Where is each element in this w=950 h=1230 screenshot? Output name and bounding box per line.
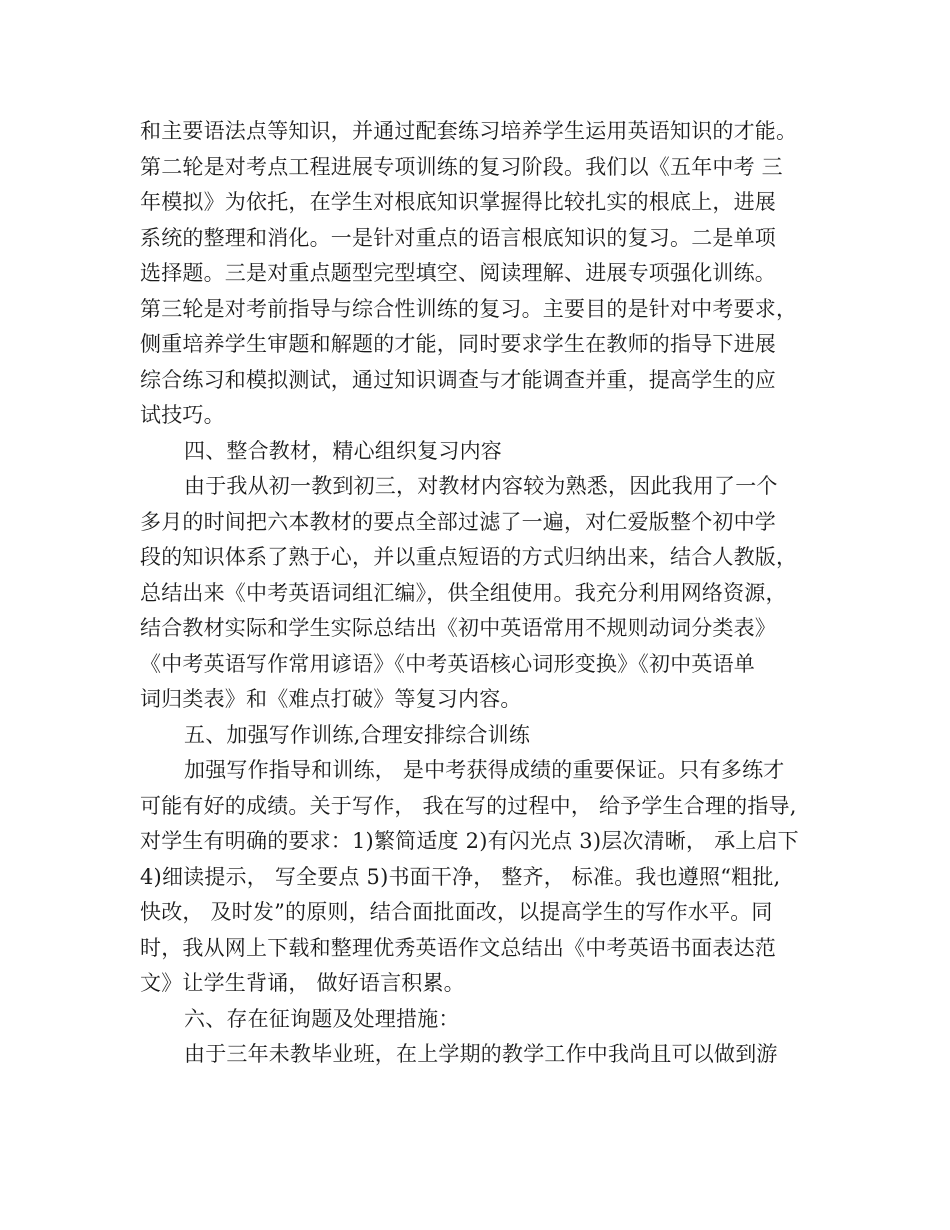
text-line: 四、整合教材，精心组织复习内容 — [184, 438, 502, 463]
text-line: 侧重培养学生审题和解题的才能，同时要求学生在教师的指导下进展 — [140, 332, 776, 356]
text-line: 快改， 及时发”的原则，结合面批面改，以提高学生的写作水平。同 — [140, 900, 773, 924]
text-line: 多月的时间把六本教材的要点全部过滤了一遍，对仁爱版整个初中学 — [140, 509, 776, 534]
text-line: 总结出来《中考英语词组汇编》，供全组使用。我充分利用网络资源， — [140, 580, 787, 605]
text-line: 加强写作指导和训练， 是中考获得成绩的重要保证。只有多练才 — [184, 758, 785, 782]
text-line: 五、加强写作训练,合理安排综合训练 — [184, 722, 531, 747]
text-line: 系统的整理和消化。一是针对重点的语言根底知识的复习。二是单项 — [140, 225, 776, 250]
text-line: 和主要语法点等知识，并通过配套练习培养学生运用英语知识的才能。 — [140, 119, 798, 143]
text-line: 文》让学生背诵， 做好语言积累。 — [140, 971, 465, 995]
text-line: 结合教材实际和学生实际总结出《初中英语常用不规则动词分类表》 — [140, 616, 776, 640]
text-line: 词归类表》和《难点打破》等复习内容。 — [140, 687, 522, 711]
text-line: 年模拟》为依托，在学生对根底知识掌握得比较扎实的根底上，进展 — [140, 190, 776, 214]
text-line: 六、存在征询题及处理措施： — [184, 1006, 460, 1031]
document-body — [140, 114, 830, 1073]
text-line: 时，我从网上下载和整理优秀英语作文总结出《中考英语书面表达范 — [140, 935, 776, 960]
text-line: 由于三年未教毕业班，在上学期的教学工作中我尚且可以做到游 — [184, 1042, 778, 1066]
text-line: 《中考英语写作常用谚语》《中考英语核心词形变换》《初中英语单 — [140, 651, 755, 676]
text-line: 选择题。三是对重点题型完型填空、阅读理解、进展专项强化训练。 — [140, 261, 776, 285]
text-line: 由于我从初一教到初三，对教材内容较为熟悉，因此我用了一个 — [184, 474, 778, 498]
text-line: 可能有好的成绩。关于写作， 我在写的过程中， 给予学生合理的指导, — [140, 793, 797, 818]
text-line: 试技巧。 — [140, 403, 225, 427]
text-line: 4)细读提示， 写全要点 5)书面干净， 整齐， 标准。我也遵照“粗批, — [140, 864, 781, 889]
text-line: 综合练习和模拟测试，通过知识调查与才能调查并重，提高学生的应 — [140, 367, 776, 392]
text-line: 段的知识体系了熟于心，并以重点短语的方式归纳出来，结合人教版， — [140, 545, 798, 569]
text-line: 对学生有明确的要求：1)繁简适度 2)有闪光点 3)层次清晰， 承上启下 — [140, 829, 799, 853]
text-line: 第三轮是对考前指导与综合性训练的复习。主要目的是针对中考要求， — [140, 296, 798, 321]
text-line: 第二轮是对考点工程进展专项训练的复习阶段。我们以《五年中考 三 — [140, 154, 783, 179]
